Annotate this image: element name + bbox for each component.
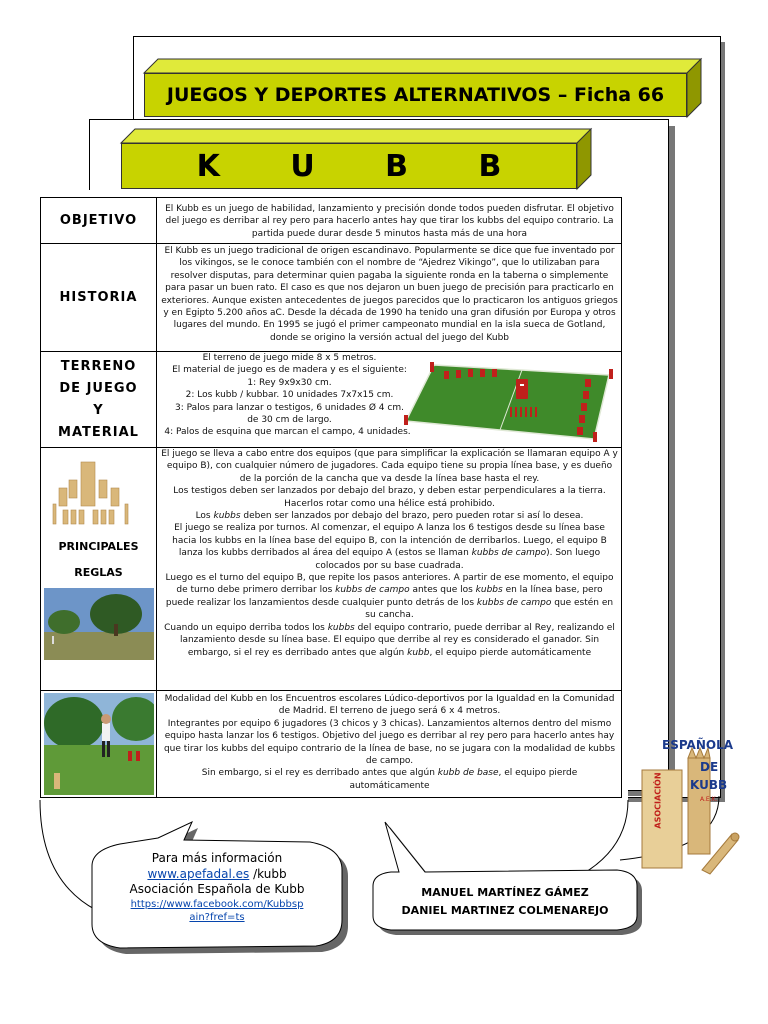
info-line-1: Para más información bbox=[151, 851, 283, 865]
historia-text: El Kubb es un juego tradicional de origen escandinavo. Popularmente se dice que fue inventado por los vikingos, se le conoce también con el nombre de “Ajedrez Vikingo”, que lo utilizaban para resolver disputas, para determinar quien pagaba la siguiente ronda en la taberna o simplemente para pasar un buen rato. El caso es que nos dejaron un buen juego de precisión para practicarlo en exteriores. Aunque existen antecedentes de juegos parecidos que lo practicaron los antiguos griegos y en Egipto 5.200 años aC. Desde la década de 1990 ha tenido una gran difusión por Europa y otros lugares del mundo. En 1995 se jugó el primer campeonato mundial en la isla sueca de Gotland, donde se origino la versión actual del juego del Kubb bbox=[161, 246, 618, 343]
terreno-text bbox=[158, 352, 421, 447]
game-title: K U B B bbox=[196, 148, 532, 184]
label-historia: HISTORIA bbox=[59, 289, 138, 305]
facebook-link[interactable]: https://www.facebook.com/Kubbsp ain?fref=ts bbox=[130, 898, 304, 923]
info-line-3: Asociación Española de Kubb bbox=[129, 882, 305, 896]
content-table bbox=[40, 197, 622, 798]
header-banner-face bbox=[144, 73, 687, 117]
reglas-p5: Luego es el turno del equipo B, que repite los pasos anteriores. A partir de ese momento, el equipo de turno debe primero derribar los kubbs de campo antes que los kubbs en la línea base, pero puede realizar los lanzamientos desde cualquier punto detrás de los kubbs de campo que estén en su cancha. bbox=[165, 573, 614, 621]
reglas-label bbox=[41, 536, 156, 584]
info-callout-text bbox=[92, 851, 342, 924]
terreno-line: 1: Rey 9x9x30 cm. bbox=[247, 377, 332, 388]
label-objetivo: OBJETIVO bbox=[59, 212, 138, 228]
authors-text bbox=[373, 884, 637, 920]
label-terreno-1: TERRENO bbox=[60, 358, 137, 374]
reglas-text bbox=[158, 448, 621, 690]
authors-callout bbox=[355, 820, 645, 935]
apefadal-link[interactable]: www.apefadal.es bbox=[147, 866, 250, 881]
row-terreno bbox=[41, 352, 621, 448]
terreno-line: El material de juego es de madera y es el siguiente: bbox=[172, 365, 407, 376]
label-cell-historia bbox=[41, 244, 157, 351]
logo-text-small: A.E.K. bbox=[700, 796, 718, 803]
label-cell-terreno bbox=[41, 352, 157, 447]
label-terreno-3: Y bbox=[93, 402, 104, 418]
logo-text-kubb: KUBB bbox=[690, 778, 728, 792]
reglas-p4: El juego se realiza por turnos. Al comenzar, el equipo A lanza los 6 testigos desde su línea base hacia los kubbs en la línea base del equipo B, con la intención de derribarlos. Luego, el equipo B lanza los kubbs derribados al área del equipo A (estos se llaman kubbs de campo). Son luego colocados por su base cuadrada. bbox=[172, 523, 607, 571]
row-objetivo bbox=[41, 198, 621, 244]
reglas-p2: Los testigos deben ser lanzados por debajo del brazo, y deben estar perpendiculares a la tierra. Hacerlos rotar como una hélice está prohibido. bbox=[173, 486, 606, 509]
kubb-field-illustration bbox=[404, 357, 619, 442]
logo-text-de: DE bbox=[700, 760, 719, 774]
label-cell-reglas bbox=[41, 448, 157, 690]
terreno-line: El terreno de juego mide 8 x 5 metros. bbox=[202, 353, 377, 363]
label-reglas-2: REGLAS bbox=[74, 566, 123, 579]
aek-logo bbox=[640, 730, 740, 875]
kubb-banner bbox=[121, 143, 577, 189]
authors-callout-shape bbox=[355, 820, 660, 940]
row-reglas bbox=[41, 448, 621, 691]
terreno-line: 2: Los kubb / kubbar. 10 unidades 7x7x15 cm. bbox=[185, 390, 394, 401]
row-historia bbox=[41, 244, 621, 352]
reglas-p1: El juego se lleva a cabo entre dos equipos (que para simplificar la explicación se llamaran equipo A y equipo B), con cualquier número de jugadores. Cada equipo tiene su propia línea base, y es dueño de la porción de la cancha que va desde la línea base hasta el rey. bbox=[161, 449, 618, 484]
kubb-set-image bbox=[49, 460, 135, 526]
reglas-p3: Los kubbs deben ser lanzados por debajo del brazo, pero pueden rotar si así lo desea. bbox=[195, 511, 584, 522]
terreno-line: de 30 cm de largo. bbox=[247, 415, 332, 426]
label-terreno-2: DE JUEGO bbox=[59, 380, 138, 396]
terreno-line: 3: Palos para lanzar o testigos, 6 unidades Ø 4 cm. bbox=[175, 402, 404, 413]
modalidad-p1: Modalidad del Kubb en los Encuentros escolares Lúdico-deportivos por la Igualdad en la Comunidad de Madrid. El terreno de juego será 6 x 4 metros. bbox=[164, 694, 615, 717]
terreno-line: 4: Palos de esquina que marcan el campo, 4 unidades. bbox=[164, 427, 411, 438]
info-line-2: www.apefadal.es /kubb bbox=[147, 866, 287, 881]
reglas-p6: Cuando un equipo derriba todos los kubbs del equipo contrario, puede derribar al Rey, realizando el lanzamiento desde su línea base. El equipo que derribe al rey es considerado el ganador. Sin embargo, si el rey es derribado antes que algún kubb, el equipo pierde automáticamente bbox=[164, 622, 615, 658]
label-terreno-4: MATERIAL bbox=[58, 424, 139, 440]
header-banner bbox=[144, 73, 687, 117]
modalidad-p2: Integrantes por equipo 6 jugadores (3 chicos y 3 chicas). Lanzamientos alternos dentro del mismo equipo hasta lanzar los 6 testigos. Objetivo del juego es derribar al rey pero para hacerlo antes hay que tirar los kubbs del equipo contrario de la línea de base, no se jugara con la modalidad de kubbs de campo. bbox=[163, 718, 616, 767]
author-2: DANIEL MARTINEZ COLMENAREJO bbox=[401, 904, 609, 917]
objetivo-text: El Kubb es un juego de habilidad, lanzamiento y precisión donde todos pueden disfrutar. El objetivo del juego es derribar al rey pero para hacerlo antes hay que tirar los kubbs del equipo contrario. La partida puede durar desde 5 minutos hasta más de una hora bbox=[165, 204, 614, 239]
info-callout bbox=[80, 820, 340, 945]
header-title: JUEGOS Y DEPORTES ALTERNATIVOS – Ficha 66 bbox=[166, 84, 665, 106]
label-reglas-1: PRINCIPALES bbox=[58, 540, 139, 553]
author-1: MANUEL MARTÍNEZ GÁMEZ bbox=[421, 886, 589, 899]
modalidad-p3: Sin embargo, si el rey es derribado antes que algún kubb de base, el equipo pierde automáticamente bbox=[201, 768, 578, 791]
kubb-banner-face bbox=[121, 143, 577, 189]
logo-text-top: ESPAÑOLA bbox=[662, 738, 733, 752]
logo-text-side: ASOCIACIÓN bbox=[653, 772, 663, 829]
park-photo bbox=[44, 588, 154, 660]
label-cell-objetivo bbox=[41, 198, 157, 243]
